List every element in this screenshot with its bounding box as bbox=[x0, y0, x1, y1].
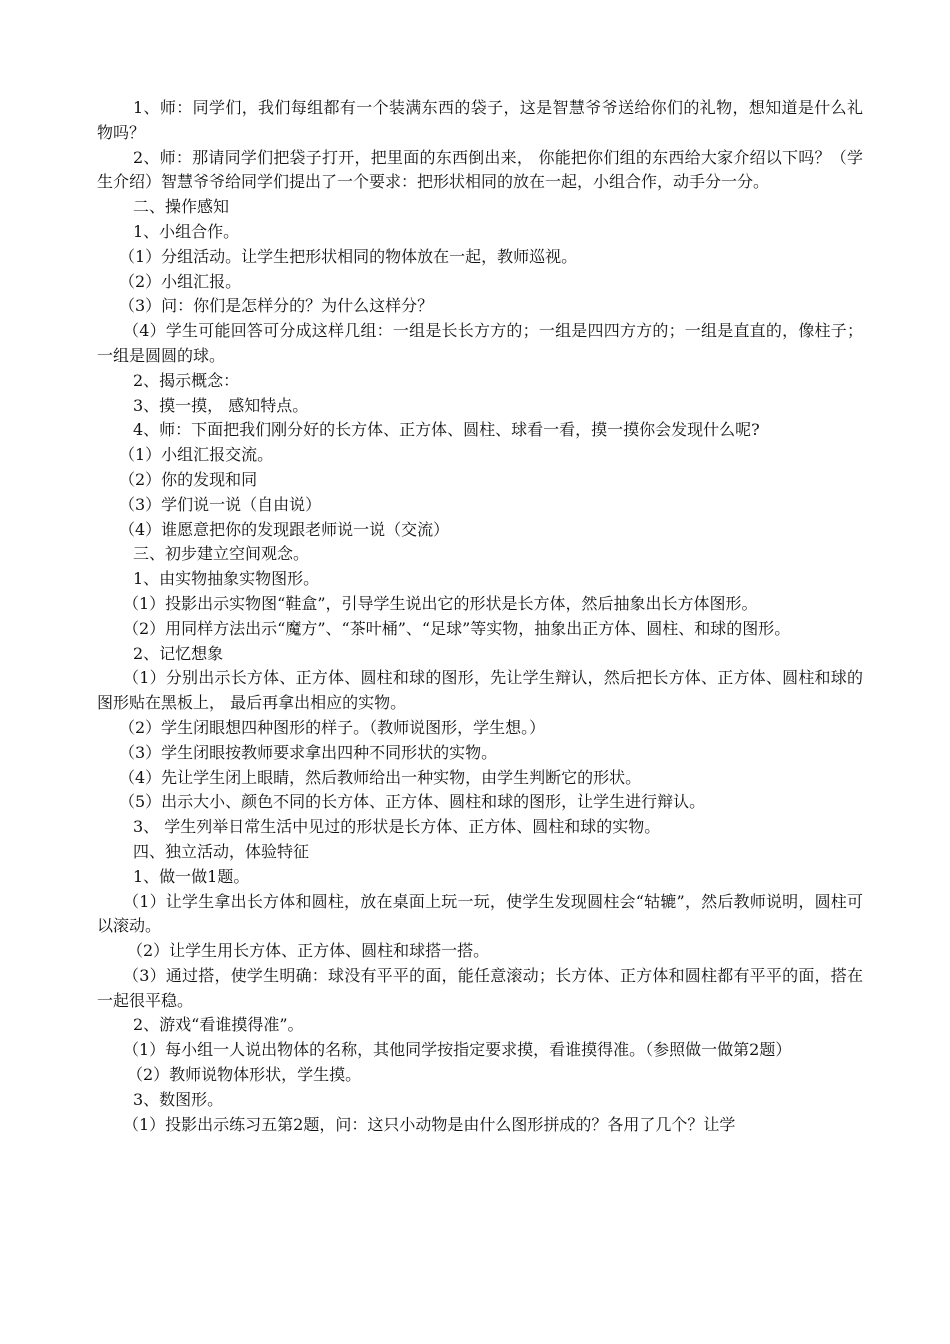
paragraph-item: 2、揭示概念： bbox=[133, 370, 240, 390]
paragraph-item: （3）学生闭眼按教师要求拿出四种不同形状的实物。 bbox=[119, 742, 498, 762]
paragraph-item: （3）学们说一说（自由说） bbox=[119, 494, 322, 514]
paragraph-item: （1）投影出示实物图“鞋盒”，引导学生说出它的形状是长方体，然后抽象出长方体图形。 bbox=[123, 593, 758, 613]
paragraph-teacher-question-1: 1、师：同学们，我们每组都有一个装满东西的袋子，这是智慧爷爷送给你们的礼物，想知道是什么礼物吗？ bbox=[97, 98, 863, 142]
paragraph-item: 2、游戏“看谁摸得准”。 bbox=[133, 1015, 304, 1035]
paragraph-item: 4、师：下面把我们刚分好的长方体、正方体、圆柱、球看一看，摸一摸你会发现什么呢? bbox=[133, 420, 760, 440]
paragraph-item: （1）分组活动。让学生把形状相同的物体放在一起，教师巡视。 bbox=[119, 246, 578, 266]
paragraph-item: （2）用同样方法出示“魔方”、“茶叶桶”、“足球”等实物，抽象出正方体、圆柱、和球的图形。 bbox=[123, 618, 791, 638]
paragraph-item: 1、做一做1题。 bbox=[133, 866, 250, 886]
section-heading-2: 二、操作感知 bbox=[133, 197, 230, 217]
paragraph-item: （2）学生闭眼想四种图形的样子。（教师说图形，学生想。） bbox=[119, 717, 546, 737]
section-heading-3: 三、初步建立空间观念。 bbox=[133, 544, 310, 564]
paragraph-item: 3、摸一摸， 感知特点。 bbox=[133, 395, 309, 415]
paragraph-item: 3、数图形。 bbox=[133, 1089, 224, 1109]
paragraph-item: （4）先让学生闭上眼睛，然后教师给出一种实物，由学生判断它的形状。 bbox=[119, 767, 642, 787]
paragraph-item: （3）通过搭，使学生明确：球没有平平的面，能任意滚动；长方体、正方体和圆柱都有平平的面，搭在一起很平稳。 bbox=[97, 965, 863, 1010]
paragraph-item: （2）让学生用长方体、正方体、圆柱和球搭一搭。 bbox=[127, 941, 490, 961]
paragraph-item: （1）让学生拿出长方体和圆柱，放在桌面上玩一玩，使学生发现圆柱会“轱辘”，然后教师说明，圆柱可以滚动。 bbox=[97, 891, 863, 936]
document-body bbox=[97, 96, 863, 1137]
paragraph-item: 1、由实物抽象实物图形。 bbox=[133, 569, 320, 589]
paragraph-item: 2、记忆想象 bbox=[133, 643, 224, 663]
paragraph-item: （2）小组汇报。 bbox=[119, 271, 242, 291]
paragraph-teacher-question-2: 2、师：那请同学们把袋子打开，把里面的东西倒出来， 你能把你们组的东西给大家介绍以下吗？（学生介绍）智慧爷爷给同学们提出了一个要求：把形状相同的放在一起，小组合作，动手分一分。 bbox=[97, 147, 863, 192]
paragraph-item: （1）每小组一人说出物体的名称，其他同学按指定要求摸，看谁摸得准。（参照做一做第2题） bbox=[123, 1040, 792, 1060]
section-heading-4: 四、独立活动，体验特征 bbox=[133, 841, 310, 861]
paragraph-item: （3）问：你们是怎样分的？为什么这样分？ bbox=[119, 296, 434, 316]
paragraph-item: （1）分别出示长方体、正方体、圆柱和球的图形，先让学生辩认，然后把长方体、正方体、圆柱和球的图形贴在黑板上， 最后再拿出相应的实物。 bbox=[97, 668, 863, 713]
paragraph-item: （4）学生可能回答可分成这样几组：一组是长长方方的；一组是四四方方的；一组是直直的，像柱子；一组是圆圆的球。 bbox=[97, 321, 863, 365]
paragraph-item: 1、小组合作。 bbox=[133, 221, 240, 241]
paragraph-item: 3、 学生列举日常生活中见过的形状是长方体、正方体、圆柱和球的实物。 bbox=[133, 817, 661, 837]
paragraph-item: （2）教师说物体形状，学生摸。 bbox=[127, 1065, 362, 1085]
paragraph-item: （1）小组汇报交流。 bbox=[119, 445, 274, 465]
paragraph-item: （4）谁愿意把你的发现跟老师说一说（交流） bbox=[119, 519, 450, 539]
paragraph-item: （1）投影出示练习五第2题，问：这只小动物是由什么图形拼成的？各用了几个？让学 bbox=[123, 1114, 736, 1134]
paragraph-item: （5）出示大小、颜色不同的长方体、正方体、圆柱和球的图形，让学生进行辩认。 bbox=[119, 792, 706, 812]
paragraph-item: （2）你的发现和同 bbox=[119, 469, 258, 489]
